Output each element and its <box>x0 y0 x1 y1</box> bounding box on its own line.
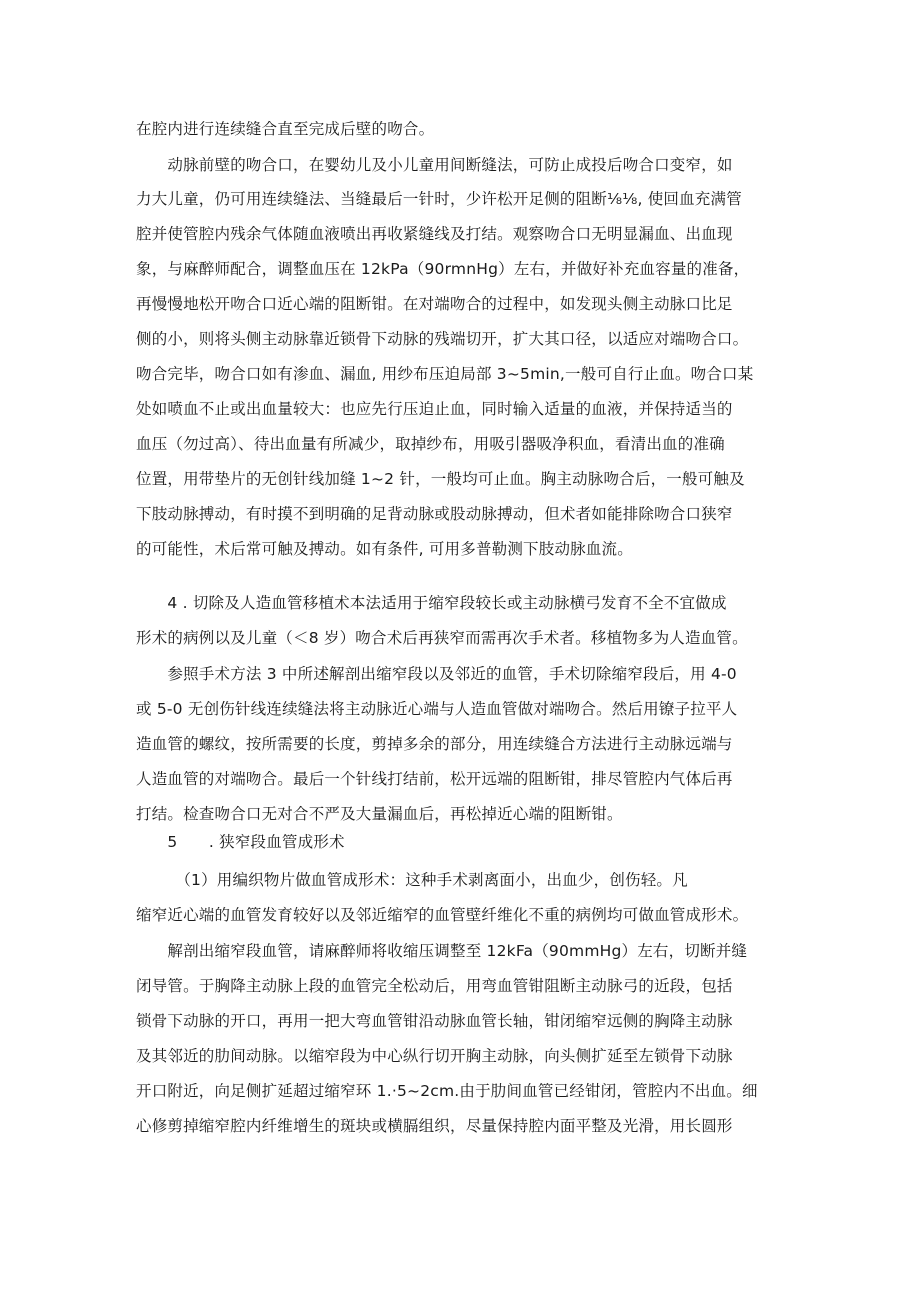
text-line: 腔并使管腔内残余气体随血液喷出再收紧缝线及打结。观察吻合口无明显漏血、出血现 <box>136 225 733 243</box>
text-line: 开口附近，向足侧扩延超过缩窄环 1.·5~2cm.由于肋间血管已经钳闭，管腔内不出血。细 <box>136 1082 758 1100</box>
text-line: 象，与麻醉师配合，调整血压在 12kPa（90rmnHg）左右，并做好补充血容量的准备， <box>136 260 750 278</box>
text-line: 闭导管。于胸降主动脉上段的血管完全松动后，用弯血管钳阻断主动脉弓的近段，包括 <box>136 977 733 995</box>
text-line: 动脉前壁的吻合口，在婴幼儿及小儿童用间断缝法，可防止成投后吻合口变窄，如 <box>136 156 733 174</box>
text-line: 的可能性，术后常可触及搏动。如有条件, 可用多普勒测下肢动脉血流。 <box>136 540 633 558</box>
text-line: （1）用编织物片做血管成形术：这种手术剥离面小，出血少，创伤轻。凡 <box>136 871 688 889</box>
text-line: 人造血管的对端吻合。最后一个针线打结前，松开远端的阻断钳，排尽管腔内气体后再 <box>136 770 733 788</box>
text-line: 形术的病例以及儿童（＜8 岁）吻合术后再狭窄而需再次手术者。移植物多为人造血管。 <box>136 629 748 647</box>
text-line: 或 5-0 无创伤针线连续缝法将主动脉近心端与人造血管做对端吻合。然后用镣子拉平人 <box>136 700 738 718</box>
text-line: 下肢动脉搏动，有时摸不到明确的足背动脉或股动脉搏动，但术者如能排除吻合口狭窄 <box>136 505 733 523</box>
section-heading: 5 . 狭窄段血管成形术 <box>136 833 345 851</box>
text-line: 位置，用带垫片的无创针线加缝 1~2 针，一般均可止血。胸主动脉吻合后，一般可触及 <box>136 470 745 488</box>
text-line: 4 . 切除及人造血管移植术本法适用于缩窄段较长或主动脉横弓发育不全不宜做成 <box>136 594 727 612</box>
text-line: 解剖出缩窄段血管，请麻醉师将收缩压调整至 12kFa（90mmHg）左右，切断并缝 <box>136 942 748 960</box>
text-line: 打结。检查吻合口无对合不严及大量漏血后，再松掉近心端的阻断钳。 <box>136 805 623 823</box>
text-line: 及其邻近的肋间动脉。以缩窄段为中心纵行切开胸主动脉，向头侧扩延至左锁骨下动脉 <box>136 1047 733 1065</box>
text-line: 心修剪掉缩窄腔内纤维增生的斑块或横膈组织，尽量保持腔内面平整及光滑，用长圆形 <box>136 1117 733 1135</box>
text-line: 在腔内进行连续缝合直至完成后壁的吻合。 <box>136 120 435 138</box>
text-line: 参照手术方法 3 中所述解剖出缩窄段以及邻近的血管，手术切除缩窄段后，用 4-0 <box>136 665 737 683</box>
text-line: 再慢慢地松开吻合口近心端的阻断钳。在对端吻合的过程中，如发现头侧主动脉口比足 <box>136 295 733 313</box>
text-line: 血压（勿过高）、待出血量有所减少，取掉纱布，用吸引器吸净积血，看清出血的准确 <box>136 435 725 453</box>
text-line: 锁骨下动脉的开口，再用一把大弯血管钳沿动脉血管长轴，钳闭缩窄远侧的胸降主动脉 <box>136 1012 733 1030</box>
text-line: 吻合完毕，吻合口如有渗血、漏血, 用纱布压迫局部 3~5min,一般可自行止血。吻合口某 <box>136 365 754 383</box>
text-line: 侧的小，则将头侧主动脉靠近锁骨下动脉的残端切开，扩大其口径，以适应对端吻合口。 <box>136 330 749 348</box>
text-line: 处如喷血不止或出血量较大：也应先行压迫止血，同时输入适量的血液，并保持适当的 <box>136 400 733 418</box>
text-line: 力大儿童，仍可用连续缝法、当缝最后一针时，少许松开足侧的阻断⅛⅛, 使回血充满管 <box>136 190 742 208</box>
text-line: 造血管的螺纹，按所需要的长度，剪掉多余的部分，用连续缝合方法进行主动脉远端与 <box>136 735 733 753</box>
text-line: 缩窄近心端的血管发育较好以及邻近缩窄的血管壁纤维化不重的病例均可做血管成形术。 <box>136 906 749 924</box>
